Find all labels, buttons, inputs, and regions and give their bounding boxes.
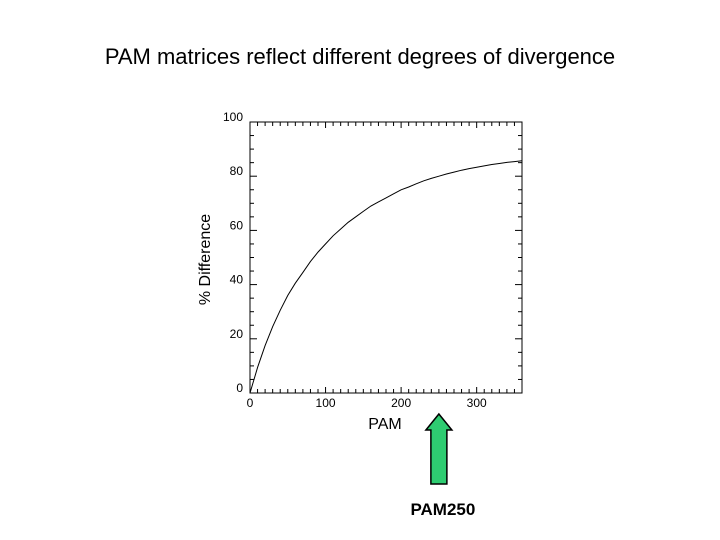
y-tick-label: 20 (229, 326, 243, 341)
y-tick-label: 80 (229, 164, 243, 179)
y-axis (223, 110, 243, 395)
pam250-label: PAM250 (410, 500, 476, 519)
x-axis (247, 396, 487, 410)
slide-title: PAM matrices reflect different degrees of divergence (104, 44, 616, 69)
x-tick-label: 300 (466, 396, 487, 410)
y-tick-label: 0 (236, 381, 243, 395)
y-tick-label: 60 (229, 218, 243, 233)
x-tick-label: 200 (391, 396, 412, 410)
y-tick-label: 100 (222, 110, 243, 124)
plot-area (250, 122, 522, 393)
x-axis-title: PAM (368, 416, 402, 433)
plot-frame (250, 122, 522, 393)
pam250-arrow (426, 414, 452, 484)
x-tick-label: 0 (246, 396, 254, 410)
series-line (250, 161, 522, 393)
x-tick-label: 100 (315, 396, 336, 410)
y-axis-title: % Difference (197, 213, 214, 306)
y-tick-label: 40 (229, 272, 243, 287)
